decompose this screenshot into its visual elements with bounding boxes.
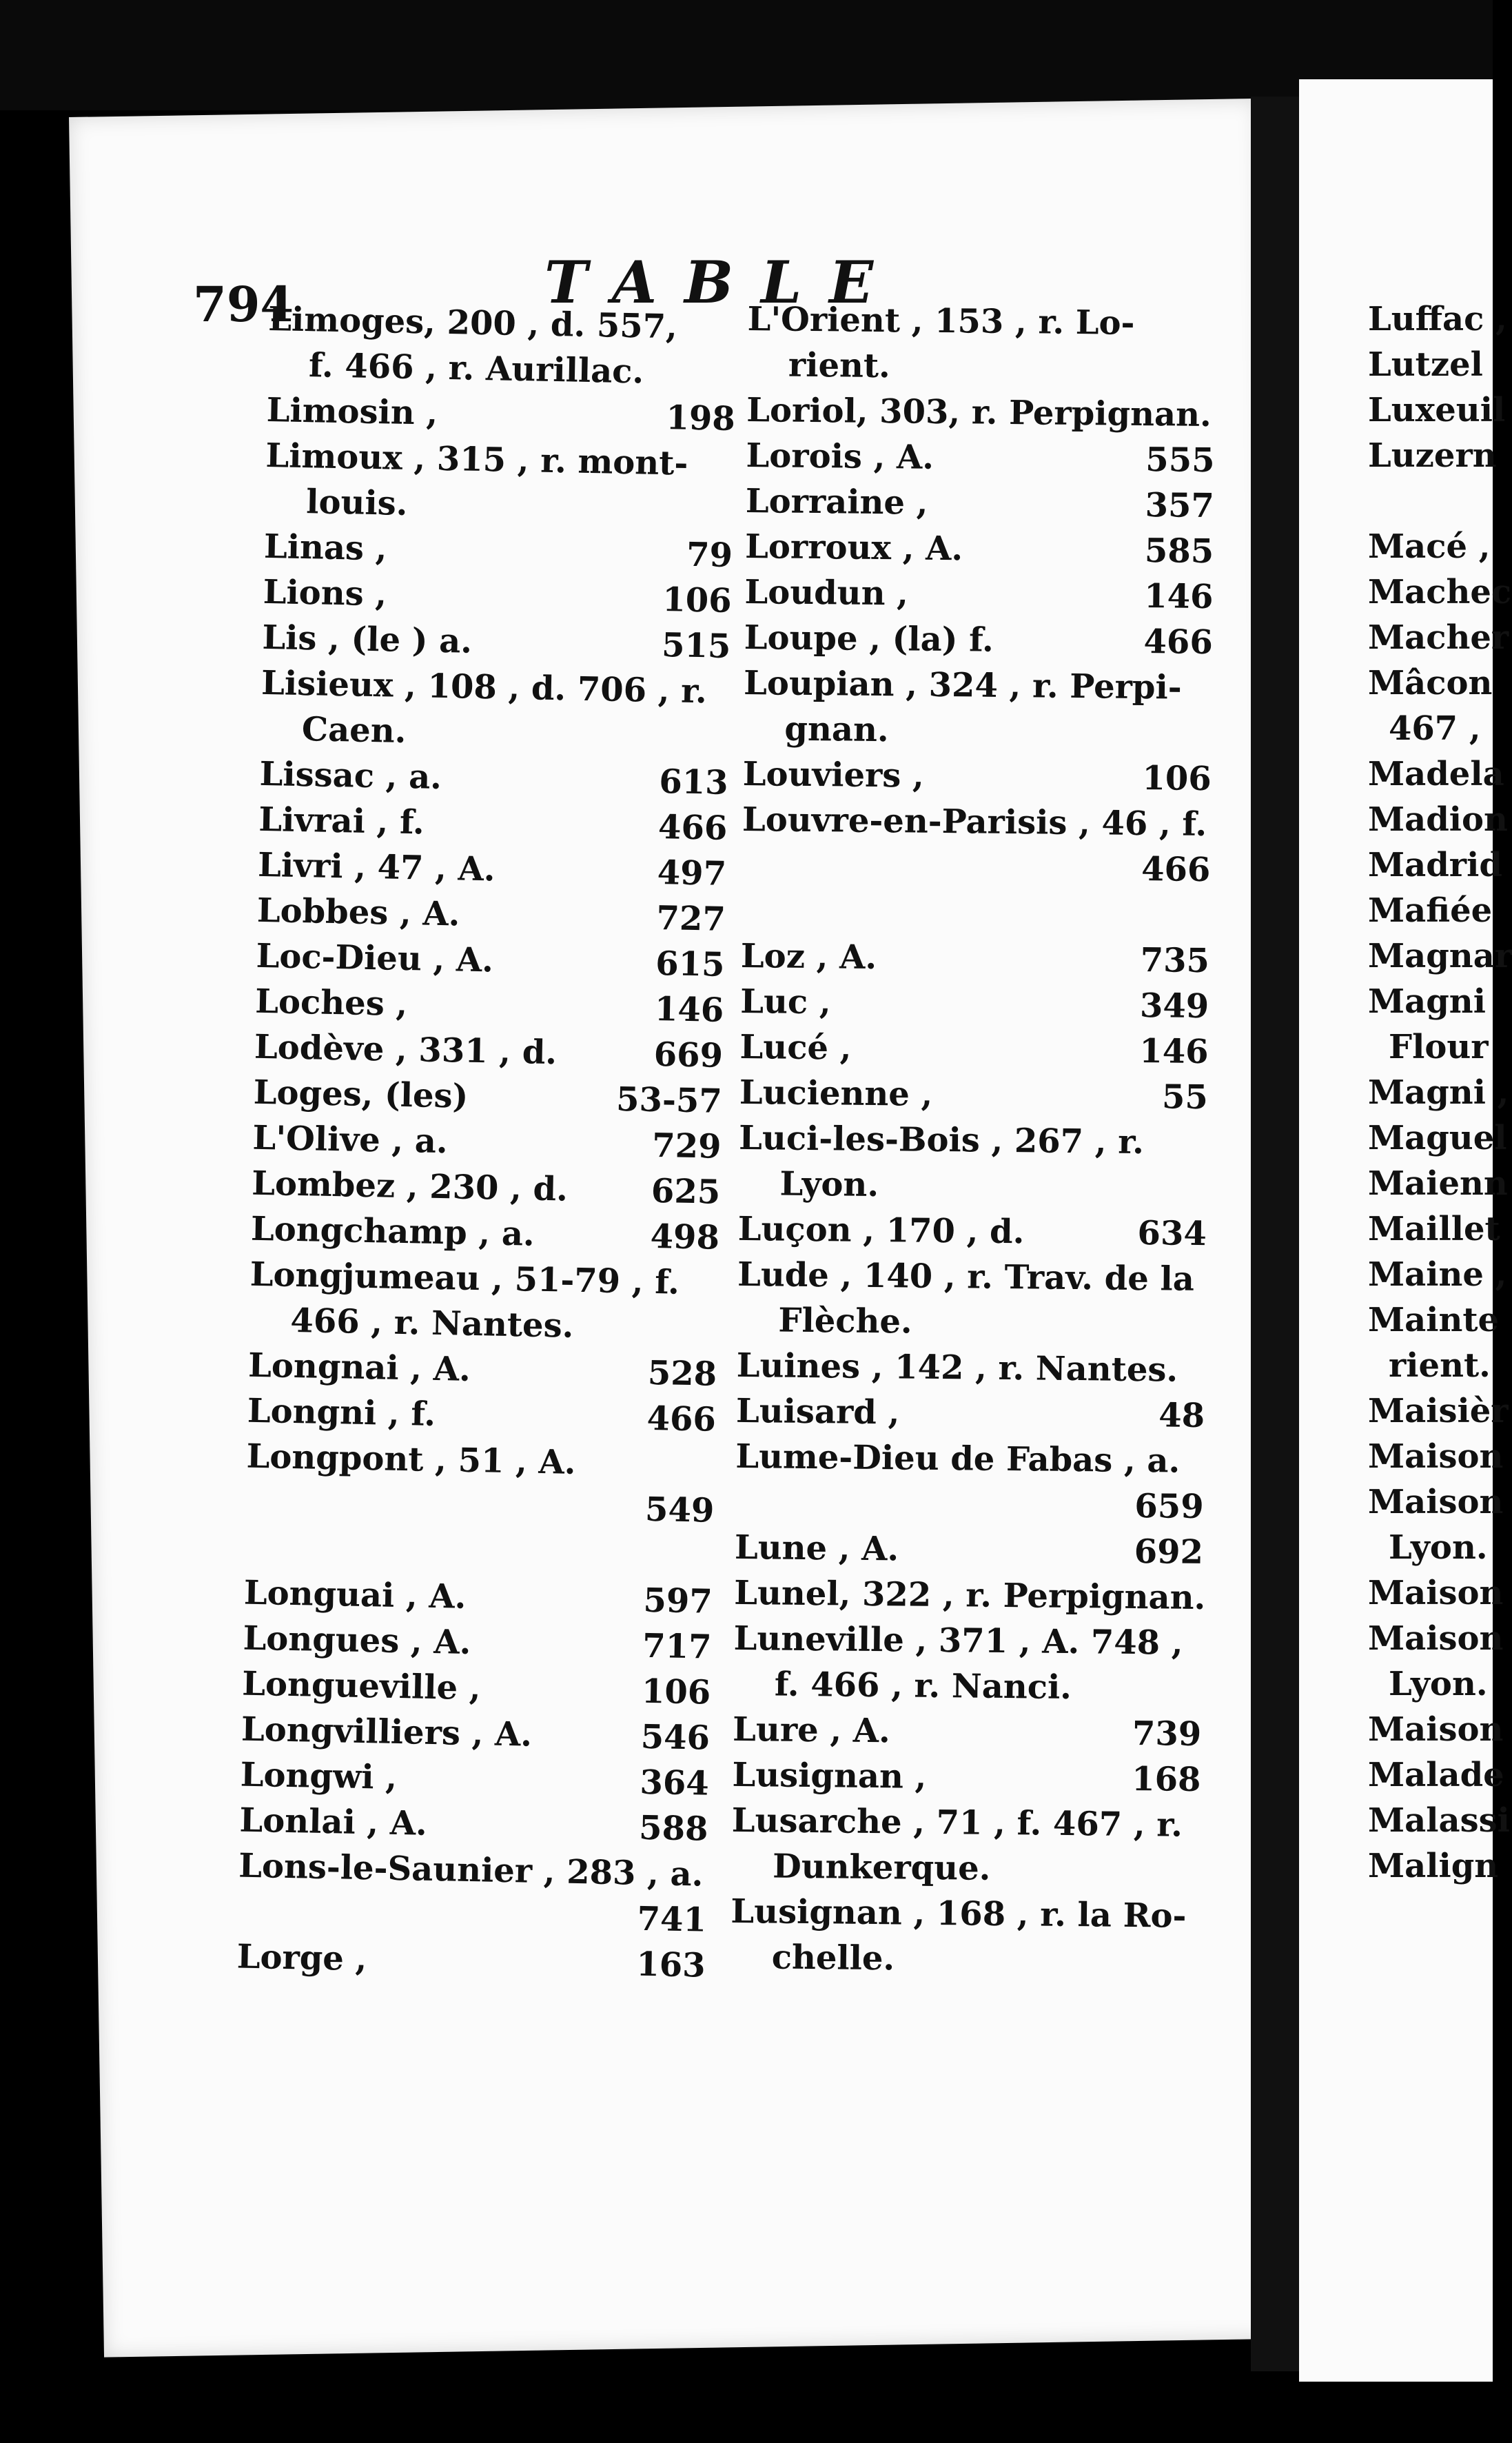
entry-name: Loupe , (la) f.: [744, 618, 994, 660]
index-entry-fragment: Luxeuil: [1368, 391, 1506, 429]
entry-page-ref: 163: [635, 1945, 706, 1985]
entry-name: Loriol, 303, r. Perpignan.: [746, 390, 1212, 435]
entry-continuation: f. 466 , r. Aurillac.: [308, 346, 644, 392]
entry-page-ref: 146: [654, 989, 724, 1030]
entry-name: Longpont , 51 , A.: [246, 1437, 577, 1482]
entry-name: L'Olive , a.: [252, 1118, 449, 1162]
entry-name: Longni , f.: [247, 1391, 436, 1434]
entry-name: Loc-Dieu , A.: [256, 936, 494, 980]
entry-name: Lions ,: [263, 572, 387, 614]
entry-continuation: gnan.: [784, 709, 889, 750]
index-entry: [730, 1889, 1227, 1985]
entry-page-ref: 615: [655, 944, 726, 984]
index-entry: [267, 296, 764, 397]
entry-name: Longjumeau , 51-79 , f.: [249, 1255, 680, 1302]
index-entry-fragment: Lyon.: [1389, 1665, 1488, 1703]
entry-name: Lobbes , A.: [256, 891, 460, 934]
entry-page-ref: 528: [647, 1353, 717, 1394]
index-entry-fragment: Madrid: [1368, 846, 1502, 884]
index-entry-fragment: Magni: [1368, 982, 1486, 1021]
entry-continuation: Dunkerque.: [772, 1847, 991, 1888]
index-entry-fragment: Malign: [1368, 1847, 1499, 1885]
entry-name: Lorois , A.: [746, 436, 934, 477]
entry-name: Longues , A.: [243, 1619, 471, 1662]
entry-name: L'Orient , 153 , r. Lo-: [747, 299, 1135, 343]
index-entry: [739, 1024, 1236, 1075]
entry-page-ref: 741: [637, 1899, 707, 1940]
index-entry-fragment: Madion: [1368, 800, 1508, 839]
entry-name: Lude , 140 , r. Trav. de la: [737, 1255, 1195, 1299]
entry-page-ref: 106: [641, 1672, 711, 1712]
entry-continuation: chelle.: [771, 1938, 895, 1978]
index-entry-fragment: Macé ,: [1368, 527, 1491, 566]
entry-continuation: louis.: [305, 483, 408, 523]
entry-page-ref: 466: [646, 1399, 717, 1439]
entry-page-ref: 48: [1158, 1396, 1205, 1436]
index-entry: [747, 296, 1244, 393]
entry-name: Longchamp , a.: [250, 1209, 535, 1254]
entry-name: Limoux , 315 , r. mont-: [265, 436, 688, 483]
entry-name: Lissac , a.: [259, 754, 442, 797]
entry-name: Linas ,: [263, 527, 387, 569]
index-entry-fragment: Maison: [1368, 1574, 1504, 1612]
index-entry-fragment: Flour: [1389, 1028, 1489, 1066]
entry-name: Lusignan ,: [732, 1755, 927, 1796]
index-entry: [731, 1798, 1228, 1894]
entry-page-ref: 634: [1137, 1213, 1207, 1254]
entry-name: Lorroux , A.: [744, 527, 963, 569]
entry-name: Luçon , 170 , d.: [737, 1209, 1025, 1252]
entry-name: Lisieux , 108 , d. 706 , r.: [260, 663, 708, 711]
entry-page-ref: 349: [1139, 986, 1209, 1026]
entry-name: Lombez , 230 , d.: [251, 1164, 569, 1209]
entry-name: Luisard ,: [735, 1391, 900, 1432]
entry-page-ref: 669: [653, 1035, 724, 1075]
entry-name: Livrai , f.: [258, 800, 425, 842]
index-entry-fragment: Machec: [1368, 573, 1512, 611]
index-entry: [732, 1752, 1229, 1803]
entry-page-ref: 168: [1132, 1759, 1201, 1800]
entry-page-ref: 597: [643, 1581, 713, 1621]
index-entry-fragment: Maine ,: [1368, 1255, 1507, 1294]
index-entry: [737, 1252, 1234, 1348]
entry-name: Livri , 47 , A.: [257, 845, 496, 889]
index-entry-fragment: Macher: [1368, 618, 1509, 657]
index-entry-fragment: Maison: [1368, 1437, 1504, 1476]
entry-name: Lure , A.: [732, 1710, 891, 1751]
index-entry: [743, 660, 1240, 757]
index-entry-fragment: Malade: [1368, 1756, 1504, 1794]
index-entry: [744, 569, 1241, 620]
entry-name: Lunel, 322 , r. Perpignan.: [734, 1573, 1206, 1618]
entry-name: Lume-Dieu de Fabas , a.: [735, 1437, 1181, 1481]
entry-page-ref: 659: [1134, 1486, 1204, 1527]
entry-page-ref: 555: [1145, 440, 1215, 480]
entry-continuation: Caen.: [301, 710, 407, 751]
entry-name: Lis , (le ) a.: [261, 618, 473, 661]
index-entry: [744, 615, 1240, 666]
entry-page-ref: 357: [1145, 486, 1215, 526]
index-entry: [738, 1115, 1235, 1212]
index-entry-fragment: Maison: [1368, 1483, 1504, 1521]
index-entry: [236, 1934, 733, 1989]
index-entry-fragment: [1368, 478, 1493, 524]
index-entry-fragment: Maisièr: [1368, 1392, 1509, 1430]
index-entry: [742, 751, 1239, 802]
entry-page-ref: 55: [1161, 1077, 1209, 1117]
entry-name: Limosin ,: [266, 390, 438, 433]
entry-continuation: f. 466 , r. Nanci.: [774, 1665, 1072, 1707]
entry-page-ref: 364: [639, 1763, 710, 1803]
entry-name: Louvre-en-Parisis , 46 , f.: [742, 800, 1207, 844]
index-entry: [734, 1570, 1231, 1621]
entry-page-ref: 53-57: [615, 1079, 723, 1121]
index-entry-fragment: Maienn: [1368, 1164, 1508, 1203]
entry-continuation: Flèche.: [778, 1301, 912, 1341]
index-entry-fragment: rient.: [1389, 1346, 1491, 1385]
index-entry-fragment: Luzern: [1368, 436, 1497, 475]
entry-page-ref: 497: [657, 853, 727, 893]
entry-name: Loges, (les): [253, 1073, 469, 1116]
index-entry-fragment: Lyon.: [1389, 1528, 1488, 1567]
index-column-right: [1368, 296, 1512, 1889]
index-entry-fragment: Maillet: [1368, 1210, 1500, 1248]
entry-continuation: Lyon.: [779, 1164, 879, 1205]
entry-name: Lorraine ,: [745, 481, 928, 523]
index-entry-fragment: Mainte: [1368, 1301, 1500, 1339]
entry-name: Lusarche , 71 , f. 467 , r.: [731, 1801, 1183, 1845]
entry-name: Lonlai , A.: [239, 1801, 428, 1843]
entry-page-ref: 729: [651, 1126, 722, 1166]
entry-page-ref: 739: [1132, 1714, 1202, 1754]
entry-page-ref: 106: [662, 580, 733, 620]
entry-name: Luneville , 371 , A. 748 ,: [733, 1619, 1183, 1663]
entry-name: Longuai , A.: [243, 1573, 467, 1616]
entry-name: Loudun ,: [744, 572, 909, 614]
entry-page-ref: 585: [1144, 531, 1214, 571]
index-entry: [733, 1616, 1230, 1712]
index-entry-fragment: Mâcon: [1368, 664, 1493, 702]
index-entry: [260, 660, 757, 761]
index-entry-fragment: Lutzel: [1368, 345, 1483, 384]
index-entry: [746, 387, 1243, 438]
entry-name: Luci-les-Bois , 267 , r.: [738, 1118, 1145, 1162]
entry-page-ref: 466: [1141, 850, 1211, 890]
entry-name: Loches ,: [254, 982, 408, 1024]
entry-page-ref: 146: [1139, 1032, 1209, 1072]
index-entry: [745, 524, 1242, 575]
index-entry-fragment: Madela: [1368, 755, 1504, 793]
entry-page-ref: 613: [658, 762, 729, 802]
index-entry: [746, 478, 1243, 529]
page-number: 794: [193, 276, 294, 333]
index-entry: [736, 1343, 1233, 1394]
index-entry: [249, 1252, 746, 1352]
index-entry-fragment: Luffac ,: [1368, 300, 1507, 338]
index-entry: [245, 1434, 743, 1534]
index-entry-fragment: 467 ,: [1389, 709, 1481, 748]
index-entry-fragment: Magni ,: [1368, 1073, 1509, 1112]
index-entry: [735, 1525, 1232, 1576]
entry-page-ref: 546: [640, 1717, 711, 1758]
index-column-left: [236, 296, 765, 1989]
scan-background: [0, 0, 1493, 110]
entry-name: Lorge ,: [236, 1937, 367, 1979]
entry-page-ref: 466: [657, 807, 728, 848]
entry-page-ref: 625: [651, 1171, 721, 1212]
entry-page-ref: 498: [650, 1217, 720, 1257]
entry-page-ref: 198: [665, 398, 736, 439]
entry-name: Lusignan , 168 , r. la Ro-: [731, 1892, 1187, 1936]
index-entry: [237, 1843, 735, 1944]
index-entry-fragment: Maguel: [1368, 1119, 1507, 1157]
index-entry: [746, 433, 1243, 484]
index-entry: [741, 933, 1238, 984]
entry-continuation: rient.: [788, 345, 891, 386]
entry-name: Louviers ,: [742, 754, 925, 795]
index-entry: [265, 433, 762, 534]
index-entry: [740, 979, 1237, 1030]
entry-name: Luc ,: [739, 982, 831, 1022]
index-entry-fragment: Maison: [1368, 1619, 1504, 1658]
entry-page-ref: 466: [1143, 622, 1214, 662]
entry-name: Longvilliers , A.: [241, 1710, 533, 1754]
book-gutter: [1251, 97, 1299, 2371]
index-entry-fragment: Malassi: [1368, 1801, 1510, 1840]
entry-name: Luines , 142 , r. Nantes.: [736, 1346, 1178, 1390]
entry-name: Lodève , 331 , d.: [254, 1027, 558, 1073]
index-entry-fragment: Mafiée: [1368, 891, 1493, 930]
entry-page-ref: 588: [638, 1808, 708, 1849]
entry-spacer: [741, 888, 1238, 939]
entry-page-ref: 727: [656, 898, 726, 939]
index-entry: [737, 1206, 1234, 1257]
index-entry-fragment: Magnar: [1368, 937, 1512, 975]
entry-name: Lucienne ,: [739, 1073, 933, 1114]
index-entry: [736, 1388, 1233, 1439]
entry-name: Lune , A.: [734, 1528, 899, 1569]
index-entry-fragment: Maison: [1368, 1710, 1504, 1749]
entry-name: Limoges, 200 , d. 557,: [267, 299, 678, 347]
entry-name: Longwi ,: [240, 1755, 398, 1797]
entry-page-ref: 717: [642, 1626, 713, 1667]
index-entry: [742, 797, 1238, 893]
entry-page-ref: 515: [661, 626, 731, 666]
entry-continuation: 466 , r. Nantes.: [289, 1301, 574, 1346]
entry-name: Loupian , 324 , r. Perpi-: [743, 663, 1182, 707]
entry-name: Longueville ,: [241, 1664, 482, 1708]
entry-name: Lons-le-Saunier , 283 , a.: [238, 1846, 704, 1894]
index-column-middle: [730, 296, 1244, 1985]
index-entry: [733, 1707, 1229, 1758]
entry-page-ref: 692: [1134, 1532, 1204, 1572]
entry-page-ref: 106: [1142, 759, 1212, 799]
entry-name: Longnai , A.: [247, 1346, 471, 1389]
entry-page-ref: 79: [686, 535, 733, 575]
page-title: TABLE: [544, 248, 901, 316]
entry-page-ref: 146: [1143, 577, 1214, 617]
entry-page-ref: 549: [644, 1490, 715, 1530]
index-entry: [735, 1434, 1232, 1530]
entry-name: Loz , A.: [740, 936, 877, 977]
index-entry: [739, 1070, 1236, 1121]
entry-name: Lucé ,: [739, 1027, 852, 1068]
entry-page-ref: 735: [1140, 941, 1210, 981]
